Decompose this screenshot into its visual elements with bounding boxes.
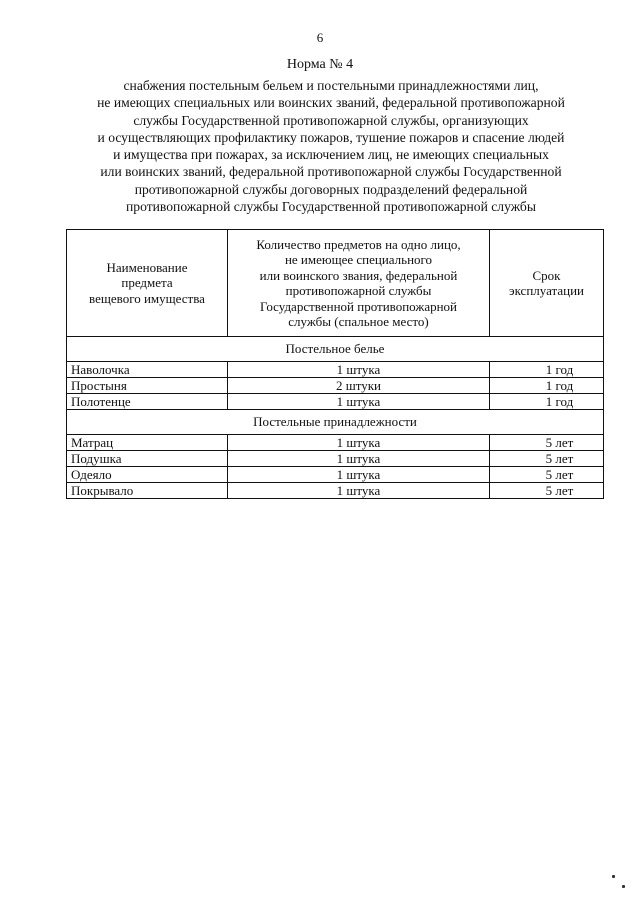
scan-speck bbox=[622, 885, 625, 888]
item-term: 5 лет bbox=[490, 483, 604, 499]
table-row bbox=[67, 394, 604, 410]
item-name: Полотенце bbox=[67, 394, 228, 410]
item-term: 5 лет bbox=[490, 451, 604, 467]
header-line: Наименование bbox=[106, 259, 188, 275]
subtitle-line: не имеющих специальных или воинских званий, федеральной противопожарной bbox=[97, 95, 565, 111]
section-title: Постельное белье bbox=[67, 337, 604, 362]
header-line: противопожарной службы bbox=[285, 283, 432, 298]
item-quantity: 2 штуки bbox=[228, 378, 490, 394]
section-title: Постельные принадлежности bbox=[67, 410, 604, 435]
item-term: 1 год bbox=[490, 378, 604, 394]
item-name: Подушка bbox=[67, 451, 228, 467]
section-row bbox=[67, 337, 604, 362]
subtitle-line: службы Государственной противопожарной службы, организующих bbox=[133, 112, 529, 128]
item-name: Матрац bbox=[67, 435, 228, 451]
item-term: 5 лет bbox=[490, 435, 604, 451]
header-line: предмета bbox=[121, 275, 173, 291]
header-line: не имеющее специального bbox=[284, 252, 433, 267]
header-line: вещевого имущества bbox=[89, 290, 205, 306]
header-line: эксплуатации bbox=[508, 283, 585, 298]
norm-table bbox=[66, 229, 604, 499]
subtitle-line: противопожарной службы договорных подразделений федеральной bbox=[134, 181, 528, 197]
scan-speck bbox=[612, 875, 615, 878]
table-row bbox=[67, 362, 604, 378]
header-term bbox=[490, 230, 604, 337]
subtitle-line: и имущества при пожарах, за исключением лиц, не имеющих специальных bbox=[113, 147, 549, 163]
section-row bbox=[67, 410, 604, 435]
header-item-name bbox=[67, 230, 228, 337]
item-quantity: 1 штука bbox=[228, 435, 490, 451]
table-row bbox=[67, 378, 604, 394]
item-quantity: 1 штука bbox=[228, 483, 490, 499]
subtitle-line: снабжения постельным бельем и постельными принадлежностями лиц, bbox=[123, 78, 539, 93]
table-row bbox=[67, 435, 604, 451]
item-quantity: 1 штука bbox=[228, 451, 490, 467]
item-term: 5 лет bbox=[490, 467, 604, 483]
item-quantity: 1 штука bbox=[228, 467, 490, 483]
table-row bbox=[67, 451, 604, 467]
header-line: Государственной противопожарной bbox=[259, 298, 458, 314]
header-line: или воинского звания, федеральной bbox=[259, 267, 458, 283]
item-quantity: 1 штука bbox=[228, 394, 490, 410]
item-quantity: 1 штука bbox=[228, 362, 490, 378]
norm-subtitle bbox=[60, 77, 602, 215]
subtitle-line: или воинских званий, федеральной противопожарной службы Государственной bbox=[100, 164, 562, 180]
table-row bbox=[67, 483, 604, 499]
subtitle-line: и осуществляющих профилактику пожаров, тушение пожаров и спасение людей bbox=[97, 129, 565, 145]
item-name: Простыня bbox=[67, 378, 228, 394]
item-name: Покрывало bbox=[67, 483, 228, 499]
page-number: 6 bbox=[316, 30, 324, 45]
norm-title: Норма № 4 bbox=[286, 57, 354, 72]
header-line: службы (спальное место) bbox=[288, 314, 429, 329]
item-term: 1 год bbox=[490, 362, 604, 378]
header-line: Количество предметов на одно лицо, bbox=[256, 236, 461, 252]
subtitle-line: противопожарной службы Государственной противопожарной службы bbox=[126, 199, 536, 215]
item-name: Наволочка bbox=[67, 362, 228, 378]
table-row bbox=[67, 467, 604, 483]
header-quantity bbox=[228, 230, 490, 337]
item-name: Одеяло bbox=[67, 467, 228, 483]
item-term: 1 год bbox=[490, 394, 604, 410]
table-header-row bbox=[67, 230, 604, 337]
header-line: Срок bbox=[532, 267, 561, 283]
